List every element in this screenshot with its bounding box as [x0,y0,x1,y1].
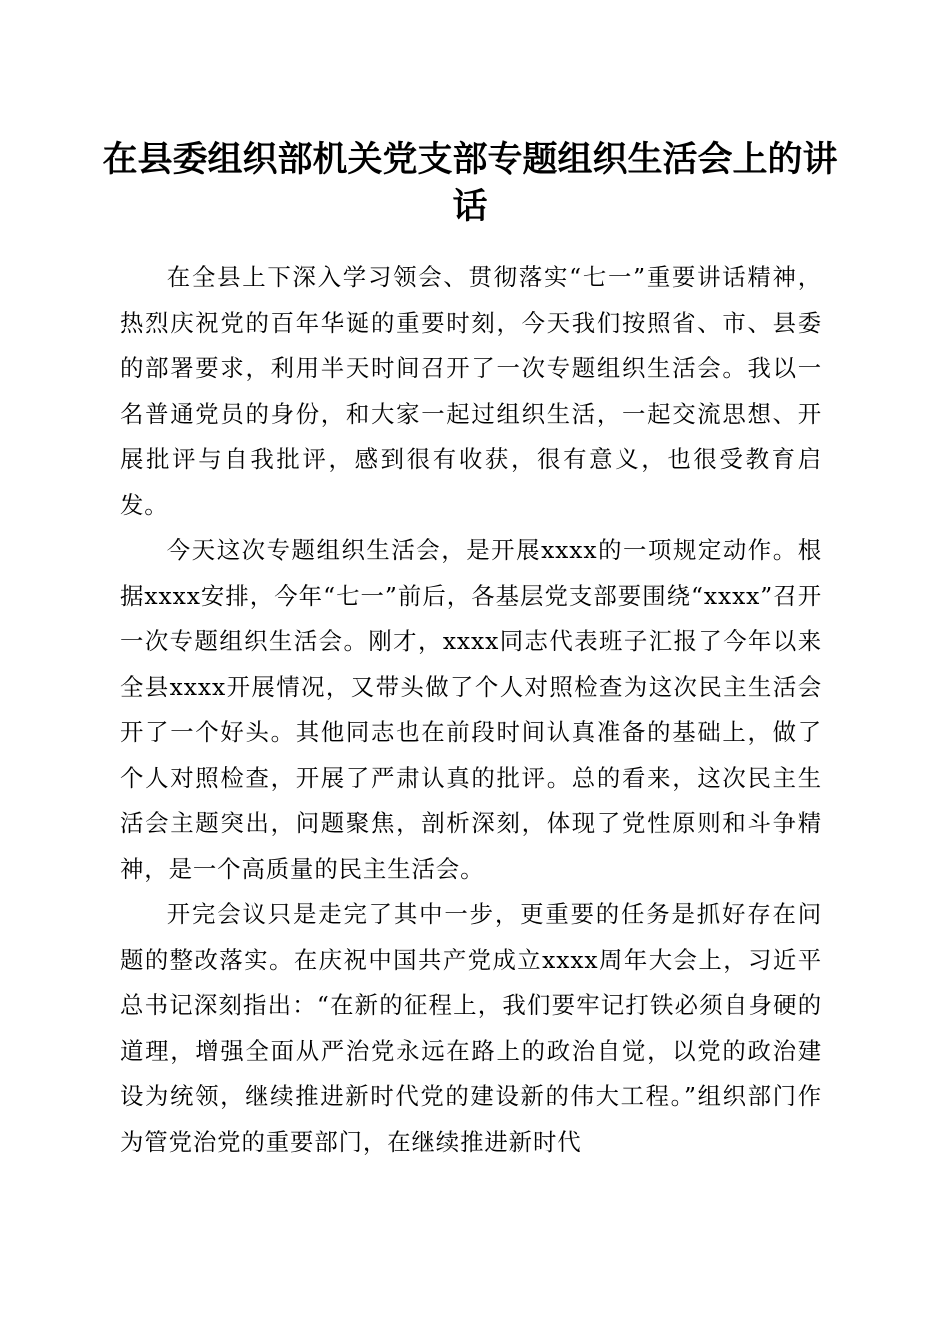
document-title: 在县委组织部机关党支部专题组织生活会上的讲话 [102,139,838,227]
paragraph-3: 开完会议只是走完了其中一步，更重要的任务是抓好存在问题的整改落实。在庆祝中国共产党成立xxxx周年大会上，习近平总书记深刻指出：“在新的征程上，我们要牢记打铁必须自身硬的道理，增强全面从严治党永远在路上的政治自觉，以党的政治建设为统领，继续推进新时代党的建设新的伟大工程。”组织部门作为管党治党的重要部门，在继续推进新时代 [120,900,822,1156]
paragraph-1: 在全县上下深入学习领会、贯彻落实“七一”重要讲话精神，热烈庆祝党的百年华诞的重要时刻，今天我们按照省、市、县委的部署要求，利用半天时间召开了一次专题组织生活会。我以一名普通党员的身份，和大家一起过组织生活，一起交流思想、开展批评与自我批评，感到很有收获，很有意义，也很受教育启发。 [120,263,822,519]
document-body [120,255,822,1165]
paragraph-2: 今天这次专题组织生活会，是开展xxxx的一项规定动作。根据xxxx安排，今年“七一”前后，各基层党支部要围绕“xxxx”召开一次专题组织生活会。刚才，xxxx同志代表班子汇报了今年以来全县xxxx开展情况，又带头做了个人对照检查为这次民主生活会开了一个好头。其他同志也在前段时间认真准备的基础上，做了个人对照检查，开展了严肃认真的批评。总的看来，这次民主生活会主题突出，问题聚焦，剖析深刻，体现了党性原则和斗争精神，是一个高质量的民主生活会。 [120,536,822,883]
